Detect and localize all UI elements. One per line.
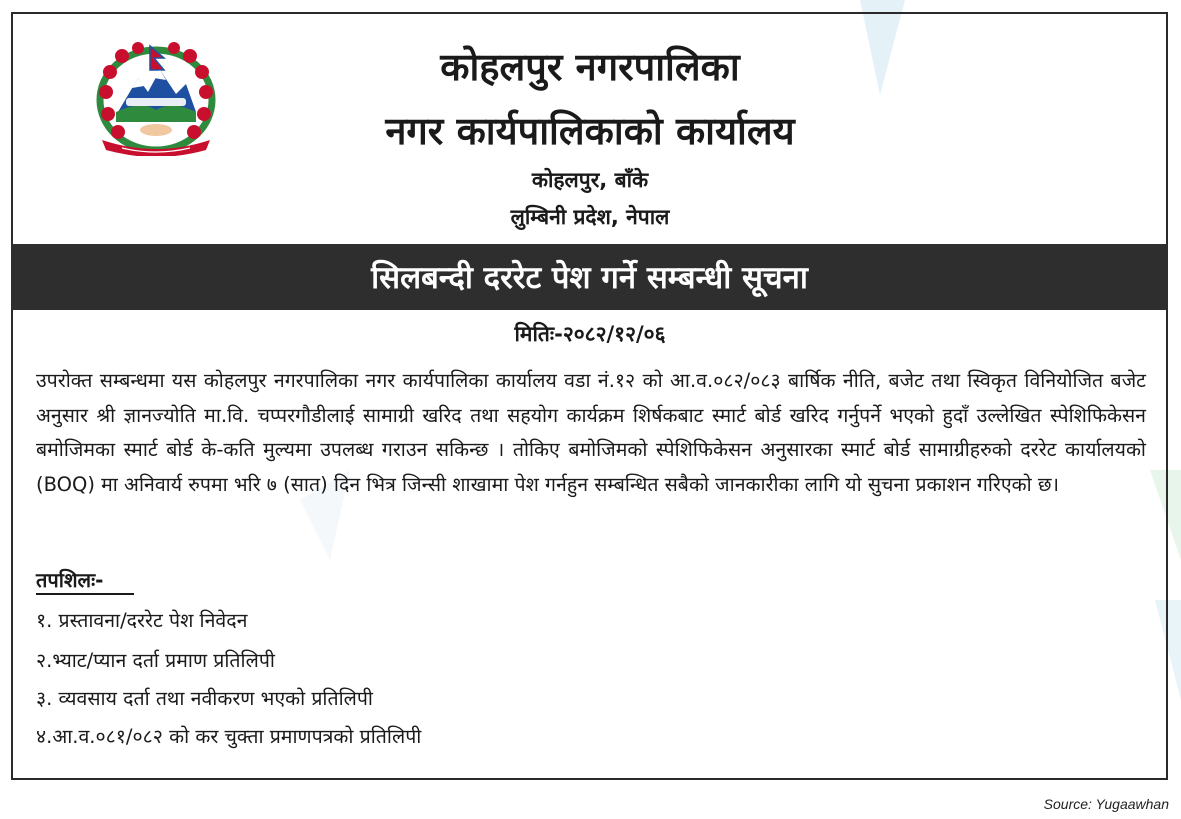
notice-title-banner bbox=[11, 244, 1168, 310]
notice-date: मितिः-२०८२/१२/०६ bbox=[514, 322, 666, 346]
source-credit: Source: Yugaawhan bbox=[1043, 796, 1169, 812]
notice-body: उपरोक्त सम्बन्धमा यस कोहलपुर नगरपालिका नगर कार्यपालिका कार्यालय वडा नं.१२ को आ.व.०८२/०८३ बार्षिक नीति, बजेट तथा स्विकृत विनियोजित बजेट अनुसार श्री ज्ञानज्योति मा.वि. चप्परगौडीलाई सामाग्री खरिद तथा सहयोग कार्यक्रम शिर्षकबाट स्मार्ट बोर्ड खरिद गर्नुपर्ने भएको हुदाँ उल्लेखित स्पेशिफिकेसन बमोजिमका स्मार्ट बोर्ड के-कति मुल्यमा उपलब्ध गराउन सकिन्छ । तोकिए बमोजिमको स्पेशिफिकेसन अनुसारका स्मार्ट बोर्ड सामाग्रीहरुको दररेट कार्यालयको (BOQ) मा अनिवार्य रुपमा भरि ७ (सात) दिन भित्र जिन्सी शाखामा पेश गर्नहुन सम्बन्धित सबैको जानकारीका लागि यो सुचना प्रकाशन गरिएको छ। bbox=[36, 369, 1146, 496]
list-item: ४.आ.व.०८१/०८२ को कर चुक्ता प्रमाणपत्रको प्रतिलिपी bbox=[36, 725, 422, 748]
municipality-name: कोहलपुर नगरपालिका bbox=[440, 45, 740, 89]
list-item: २.भ्याट/प्यान दर्ता प्रमाण प्रतिलिपी bbox=[36, 649, 275, 672]
address-line-1: कोहलपुर, बाँके bbox=[531, 168, 649, 192]
office-name: नगर कार्यपालिकाको कार्यालय bbox=[385, 109, 795, 153]
notice-title: सिलबन्दी दररेट पेश गर्ने सम्बन्धी सूचना bbox=[371, 260, 808, 296]
nepal-government-emblem-icon bbox=[92, 40, 220, 156]
details-heading: तपशिलः- bbox=[36, 568, 104, 592]
list-item: ३. व्यवसाय दर्ता तथा नवीकरण भएको प्रतिलिपी bbox=[36, 687, 373, 710]
list-item: १. प्रस्तावना/दररेट पेश निवेदन bbox=[36, 609, 248, 632]
address-line-2: लुम्बिनी प्रदेश, नेपाल bbox=[510, 205, 670, 229]
details-heading-underline bbox=[36, 593, 134, 595]
